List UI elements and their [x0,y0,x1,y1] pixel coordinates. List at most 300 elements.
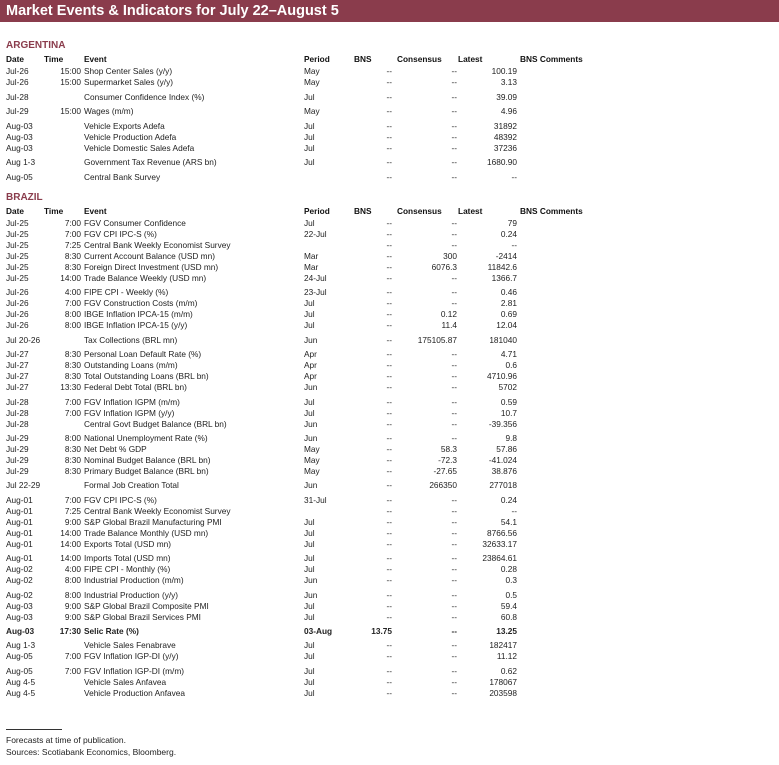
cell-bns: -- [386,480,392,491]
cell-bns: -- [386,120,392,131]
table-row [0,106,779,117]
cell-event: Formal Job Creation Total [84,480,179,491]
cell-time: 7:00 [64,218,81,228]
cell-event: Vehicle Sales Fenabrave [84,640,176,651]
column-header-time: Time [44,54,64,64]
cell-latest: 8766.56 [487,527,517,538]
cell-time: 8:30 [64,251,81,261]
cell-date: Jul-26 [6,309,29,320]
cell-event: IBGE Inflation IPCA-15 (y/y) [84,320,188,331]
column-header-consensus: Consensus [397,206,442,216]
cell-event: Current Account Balance (USD mn) [84,251,215,261]
cell-consensus: 175105.87 [417,334,457,345]
cell-consensus: -- [451,66,457,76]
cell-period: Jul [304,309,315,320]
cell-date: Aug 4-5 [6,687,36,698]
cell-date: Jul-25 [6,240,29,250]
cell-bns: -- [386,651,392,662]
cell-bns: -- [386,455,392,465]
cell-latest: 60.8 [500,611,517,622]
column-header-latest: Latest [458,206,483,216]
column-header-row [0,206,779,217]
cell-period: Jun [304,575,318,586]
cell-latest: 0.59 [500,396,517,407]
cell-consensus: -27.65 [433,466,457,476]
cell-time: 15:00 [60,66,81,76]
table-row [0,626,779,637]
cell-bns: -- [386,131,392,142]
column-header-consensus: Consensus [397,54,442,64]
cell-latest: 182417 [489,640,517,651]
cell-date: Jul-26 [6,66,29,76]
cell-bns: -- [386,106,392,117]
cell-time: 7:00 [64,396,81,407]
table-row [0,273,779,284]
cell-latest: 31892 [493,120,517,131]
table-row [0,397,779,408]
cell-period: 23-Jul [304,287,327,298]
table-row [0,408,779,419]
cell-event: Foreign Direct Investment (USD mn) [84,262,219,272]
cell-period: Jun [304,334,318,345]
cell-latest: 0.24 [500,229,517,239]
cell-latest: -2414 [495,251,517,261]
cell-period: Jun [304,418,318,429]
footnote-forecasts: Forecasts at time of publication. [6,735,127,745]
cell-consensus: 11.4 [441,320,457,331]
cell-consensus: -- [451,418,457,429]
cell-period: Jul [304,120,315,131]
cell-time: 9:00 [64,611,81,622]
cell-date: Jul 22-29 [6,480,41,491]
cell-time: 7:00 [64,665,81,676]
cell-time: 13:30 [60,382,81,393]
cell-date: Jul-27 [6,371,29,382]
cell-time: 7:00 [64,298,81,309]
cell-period: Jul [304,396,315,407]
column-header-period: Period [304,206,330,216]
cell-period: Jul [304,538,315,549]
cell-consensus: -- [451,77,457,87]
cell-consensus: -- [451,505,457,516]
cell-bns: -- [386,172,392,182]
cell-bns: -- [386,611,392,622]
cell-period: May [304,106,320,117]
cell-time: 8:00 [64,320,81,331]
cell-date: Aug-01 [6,494,33,505]
cell-bns: -- [386,229,392,239]
cell-date: Aug-02 [6,575,33,586]
cell-period: Jul [304,157,315,168]
cell-latest: 57.86 [496,444,517,454]
table-row [0,251,779,262]
cell-period: Jul [304,651,315,662]
column-header-bns: BNS [354,54,372,64]
cell-latest: 54.1 [500,516,517,527]
cell-period: Jul [304,407,315,418]
cell-period: Jul [304,298,315,309]
cell-date: Jul-28 [6,91,29,102]
cell-event: FGV CPI IPC-S (%) [84,229,157,239]
cell-date: Jul-28 [6,396,29,407]
column-header-time: Time [44,206,64,216]
cell-event: IBGE Inflation IPCA-15 (m/m) [84,309,193,320]
footnote-divider [6,729,62,730]
page-title: Market Events & Indicators for July 22–August 5 [6,3,339,19]
cell-latest: 79 [507,218,517,228]
cell-consensus: 266350 [429,480,457,491]
cell-consensus: -- [451,240,457,250]
cell-bns: -- [386,309,392,320]
cell-consensus: -- [451,600,457,611]
cell-event: FGV Consumer Confidence [84,218,186,228]
cell-latest: -- [511,172,517,182]
cell-event: FGV Inflation IGPM (m/m) [84,396,180,407]
column-header-date: Date [6,54,24,64]
cell-event: Industrial Production (y/y) [84,589,179,600]
column-header-row [0,54,779,65]
cell-latest: 1366.7 [491,273,517,283]
cell-latest: 9.8 [505,433,517,443]
cell-time: 8:30 [64,371,81,382]
cell-date: Aug-01 [6,538,33,549]
table-row [0,495,779,506]
cell-period: Jul [304,687,315,698]
table-row [0,517,779,528]
cell-latest: 0.6 [505,360,517,371]
cell-event: Primary Budget Balance (BRL bn) [84,466,209,476]
cell-date: Jul 20-26 [6,334,41,345]
cell-latest: -- [511,240,517,250]
table-row [0,688,779,699]
table-row [0,590,779,601]
cell-consensus: -- [451,142,457,153]
table-row [0,601,779,612]
cell-time: 8:30 [64,455,81,465]
cell-bns: -- [386,505,392,516]
table-row [0,240,779,251]
cell-event: Central Bank Survey [84,172,161,182]
cell-latest: 59.4 [500,600,517,611]
cell-latest: 12.04 [496,320,517,331]
cell-event: Trade Balance Monthly (USD mn) [84,527,209,538]
cell-time: 8:30 [64,262,81,272]
cell-time: 9:00 [64,600,81,611]
table-row [0,575,779,586]
cell-date: Aug-02 [6,564,33,575]
cell-bns: -- [386,407,392,418]
column-header-date: Date [6,206,24,216]
title-banner [0,0,779,22]
cell-event: FIPE CPI - Monthly (%) [84,564,171,575]
cell-consensus: -- [451,407,457,418]
cell-consensus: -- [451,516,457,527]
cell-date: Aug-03 [6,626,35,636]
cell-consensus: -- [451,640,457,651]
cell-event: Nominal Budget Balance (BRL bn) [84,455,211,465]
cell-bns: -- [386,157,392,168]
cell-latest: 32633.17 [482,538,517,549]
cell-bns: -- [386,218,392,228]
cell-event: Imports Total (USD mn) [84,553,171,564]
cell-date: Aug 4-5 [6,676,36,687]
cell-consensus: -- [451,120,457,131]
table-row [0,528,779,539]
cell-bns: -- [386,371,392,382]
cell-date: Aug 1-3 [6,640,36,651]
cell-latest: 0.69 [500,309,517,320]
cell-latest: -39.356 [488,418,517,429]
cell-period: Jun [304,480,318,491]
cell-date: Jul-29 [6,466,29,476]
table-row [0,132,779,143]
cell-bns: -- [386,527,392,538]
cell-consensus: -- [451,360,457,371]
cell-consensus: -- [451,91,457,102]
cell-time: 14:00 [60,527,81,538]
table-row [0,444,779,455]
table-row [0,371,779,382]
table-row [0,419,779,430]
cell-date: Aug-03 [6,600,33,611]
cell-event: Vehicle Production Anfavea [84,687,186,698]
cell-latest: 39.09 [496,91,517,102]
cell-bns: -- [386,516,392,527]
table-row [0,455,779,466]
cell-date: Aug-01 [6,553,33,564]
cell-period: Jun [304,589,318,600]
cell-consensus: -- [451,382,457,393]
cell-date: Jul-26 [6,298,29,309]
cell-period: May [304,444,320,454]
cell-consensus: 300 [443,251,457,261]
cell-date: Jul-28 [6,407,29,418]
cell-date: Jul-29 [6,455,29,465]
cell-time: 14:00 [60,553,81,564]
cell-bns: -- [386,142,392,153]
cell-time: 4:00 [64,564,81,575]
cell-event: Personal Loan Default Rate (%) [84,349,202,360]
table-row [0,349,779,360]
cell-date: Jul-25 [6,273,29,283]
table-row [0,172,779,183]
cell-time: 7:00 [64,407,81,418]
cell-date: Jul-29 [6,433,29,443]
table-row [0,77,779,88]
cell-event: FGV Inflation IGP-DI (m/m) [84,665,185,676]
cell-period: 24-Jul [304,273,327,283]
cell-period: Jul [304,611,315,622]
cell-period: May [304,66,320,76]
cell-latest: 4.96 [500,106,517,117]
cell-consensus: -- [451,527,457,538]
cell-period: Jun [304,433,318,443]
cell-consensus: -- [451,589,457,600]
cell-time: 15:00 [60,106,81,117]
cell-event: Total Outstanding Loans (BRL bn) [84,371,209,382]
cell-time: 7:25 [64,240,81,250]
cell-bns: -- [386,320,392,331]
cell-event: Federal Debt Total (BRL bn) [84,382,187,393]
cell-consensus: 0.12 [440,309,457,320]
cell-latest: 10.7 [500,407,517,418]
section-title: BRAZIL [6,192,43,203]
cell-bns: -- [386,262,392,272]
cell-bns: -- [386,494,392,505]
cell-date: Jul-27 [6,349,29,360]
cell-date: Aug-03 [6,142,33,153]
cell-period: Apr [304,360,317,371]
cell-consensus: -- [451,371,457,382]
cell-period: 22-Jul [304,229,327,239]
cell-event: Government Tax Revenue (ARS bn) [84,157,217,168]
cell-period: 31-Jul [304,494,327,505]
cell-period: Jul [304,91,315,102]
table-row [0,677,779,688]
table-row [0,157,779,168]
cell-bns: -- [386,360,392,371]
cell-latest: 0.5 [505,589,517,600]
cell-period: Jul [304,218,315,228]
table-row [0,218,779,229]
cell-event: Consumer Confidence Index (%) [84,91,205,102]
cell-consensus: -- [451,651,457,662]
cell-bns: -- [386,273,392,283]
cell-date: Aug-01 [6,505,33,516]
column-header-bns: BNS [354,206,372,216]
cell-time: 7:00 [64,229,81,239]
cell-event: S&P Global Brazil Services PMI [84,611,201,622]
cell-date: Aug-03 [6,611,33,622]
cell-event: Exports Total (USD mn) [84,538,171,549]
cell-date: Aug-05 [6,172,33,182]
cell-consensus: -- [451,106,457,117]
cell-period: Mar [304,262,319,272]
cell-period: Jul [304,640,315,651]
cell-date: Jul-25 [6,229,29,239]
cell-bns: -- [386,433,392,443]
cell-consensus: -- [451,687,457,698]
table-row [0,640,779,651]
cell-consensus: 6076.3 [431,262,457,272]
cell-bns: -- [386,676,392,687]
cell-bns: -- [386,66,392,76]
cell-time: 4:00 [64,287,81,298]
cell-event: National Unemployment Rate (%) [84,433,208,443]
table-row [0,466,779,477]
cell-bns: -- [386,575,392,586]
cell-event: Central Bank Weekly Economist Survey [84,240,231,250]
cell-period: Mar [304,251,319,261]
table-row [0,433,779,444]
table-row [0,335,779,346]
cell-period: Jul [304,564,315,575]
cell-event: Selic Rate (%) [84,626,139,636]
cell-period: May [304,455,320,465]
cell-latest: 0.24 [500,494,517,505]
column-header-comments: BNS Comments [520,206,583,216]
cell-latest: 37236 [493,142,517,153]
cell-period: Apr [304,349,317,360]
cell-latest: 13.25 [496,626,517,636]
cell-consensus: -- [451,157,457,168]
cell-event: Shop Center Sales (y/y) [84,66,173,76]
column-header-latest: Latest [458,54,483,64]
cell-consensus: -- [451,287,457,298]
cell-latest: 0.62 [500,665,517,676]
cell-period: Jul [304,553,315,564]
cell-bns: -- [386,298,392,309]
footnote-sources: Sources: Scotiabank Economics, Bloomberg. [6,747,177,757]
cell-event: FGV Construction Costs (m/m) [84,298,198,309]
cell-date: Aug-02 [6,589,33,600]
cell-period: Jun [304,382,318,393]
cell-period: May [304,77,320,87]
cell-date: Aug-05 [6,665,33,676]
table-row [0,666,779,677]
cell-time: 8:30 [64,444,81,454]
cell-time: 17:30 [59,626,81,636]
cell-latest: 277018 [489,480,517,491]
cell-consensus: -- [451,676,457,687]
cell-latest: 38.876 [491,466,517,476]
table-row [0,651,779,662]
cell-period: Jul [304,320,315,331]
cell-date: Jul-29 [6,106,29,117]
cell-event: FGV Inflation IGPM (y/y) [84,407,175,418]
table-row [0,229,779,240]
cell-consensus: -- [451,433,457,443]
cell-period: Jul [304,142,315,153]
cell-latest: 0.28 [500,564,517,575]
cell-period: Jul [304,516,315,527]
cell-event: Vehicle Exports Adefa [84,120,165,131]
cell-event: Vehicle Sales Anfavea [84,676,167,687]
column-header-event: Event [84,54,107,64]
section-title: ARGENTINA [6,40,66,51]
cell-time: 14:00 [60,538,81,549]
cell-latest: 4710.96 [487,371,517,382]
cell-latest: 3.13 [500,77,517,87]
cell-period: Apr [304,371,317,382]
cell-date: Jul-27 [6,360,29,371]
table-row [0,262,779,273]
cell-event: Supermarket Sales (y/y) [84,77,173,87]
cell-event: Central Bank Weekly Economist Survey [84,505,231,516]
table-row [0,287,779,298]
cell-time: 8:30 [64,466,81,476]
cell-period: Jul [304,665,315,676]
cell-event: Industrial Production (m/m) [84,575,184,586]
cell-period: 03-Aug [304,626,333,636]
cell-latest: -- [511,505,517,516]
cell-date: Jul-26 [6,287,29,298]
table-row [0,553,779,564]
cell-date: Aug-03 [6,120,33,131]
cell-latest: 11842.6 [487,262,517,272]
table-row [0,320,779,331]
cell-time: 14:00 [60,273,81,283]
cell-consensus: -- [451,229,457,239]
cell-consensus: -- [451,172,457,182]
cell-latest: 23864.61 [482,553,517,564]
cell-time: 7:00 [64,494,81,505]
cell-latest: 203598 [489,687,517,698]
cell-bns: -- [386,251,392,261]
table-row [0,612,779,623]
cell-latest: 0.3 [505,575,517,586]
table-row [0,480,779,491]
